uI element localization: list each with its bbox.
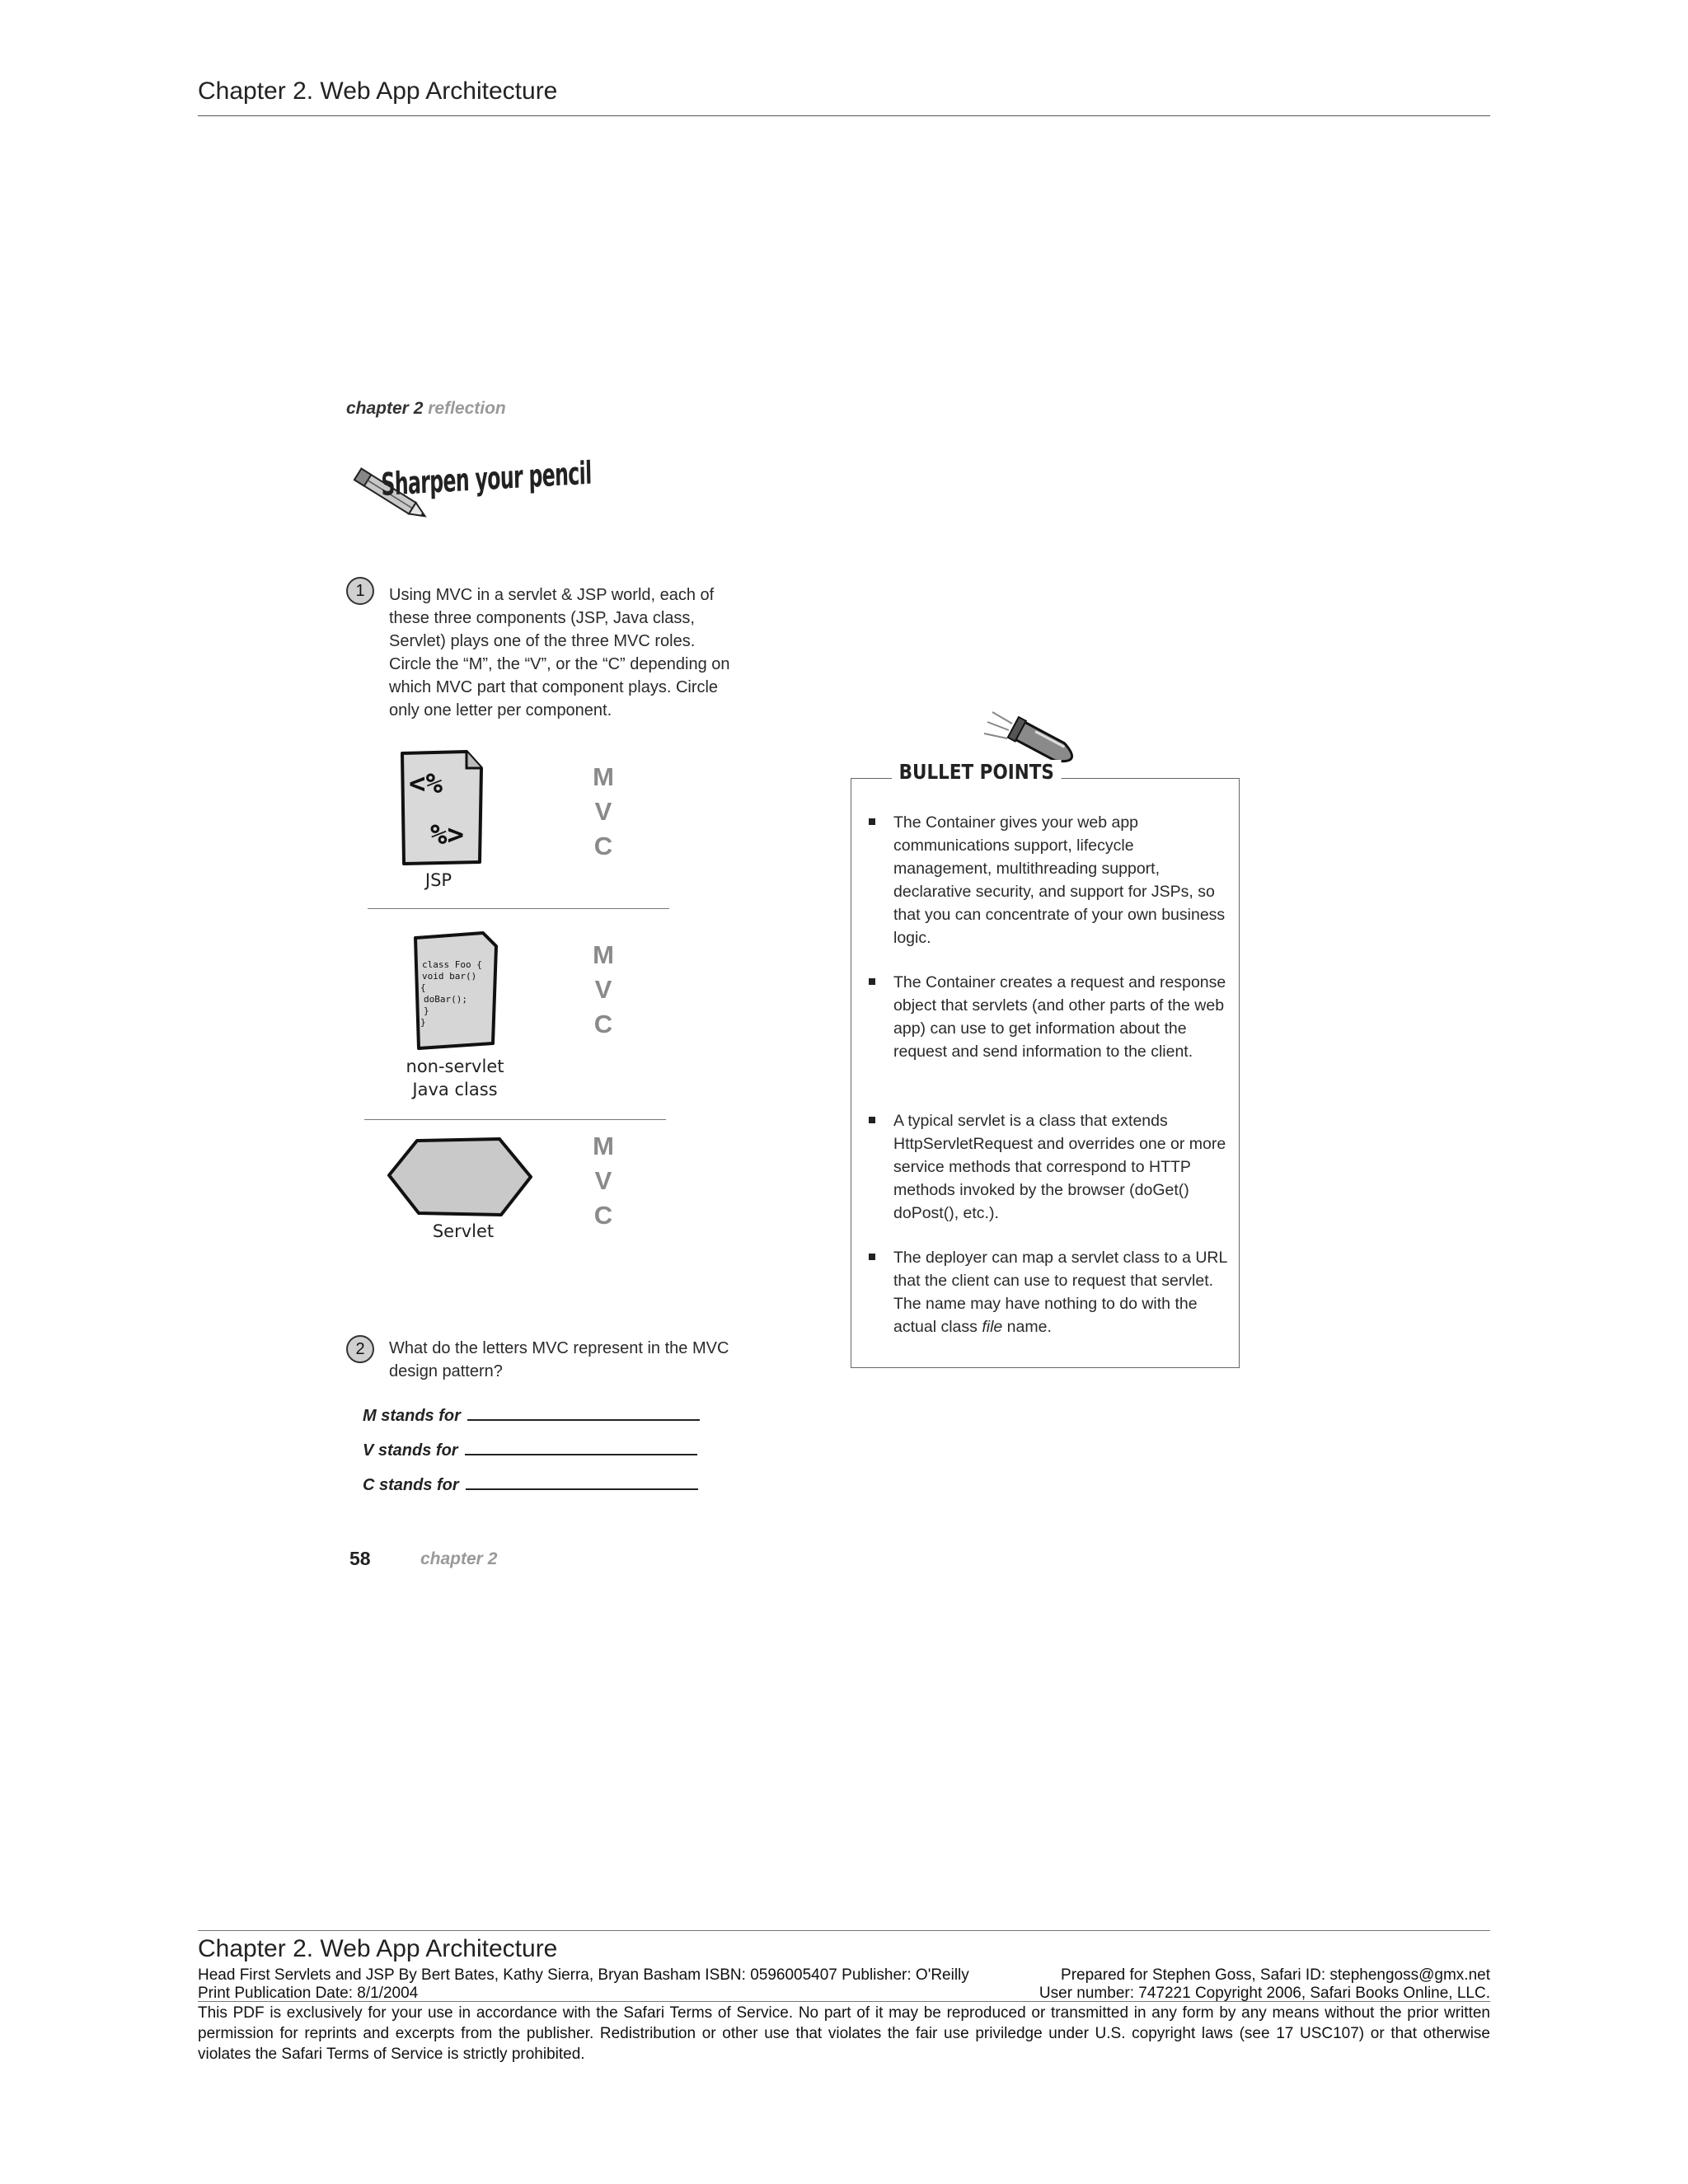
footer-legal-notice: This PDF is exclusively for your use in accordance with the Safari Terms of Service. No part of it may be reproduced or transmitted in any form by any means without the prior written permission for reprints and excerpts from the publisher. Redistribution or other use that violates the fair use priviledge under U.S. copyright laws (see 17 USC107) or that otherwise violates the Safari Terms of Service is strictly prohibited.	[198, 2004, 1490, 2063]
footer-divider-top	[198, 1930, 1490, 1931]
question-1-text: Using MVC in a servlet & JSP world, each of these three components (JSP, Java class, Servlet) plays one of the three MVC roles. Circle the “M”, the “V”, or the “C” depending on which MVC part that component plays. Circle only one letter per component.	[389, 586, 730, 719]
section-label	[346, 399, 506, 419]
servlet-v-option[interactable]: V	[594, 1166, 612, 1195]
java-v-option[interactable]: V	[594, 975, 612, 1004]
jsp-icon-close-tag: %>	[430, 818, 464, 851]
bullet-item-2	[869, 971, 1231, 1094]
question-2-number: 2	[346, 1335, 374, 1363]
question-1-number: 1	[346, 577, 374, 605]
bullet-item-3-text: A typical servlet is a class that extends HttpServletRequest and overrides one or more service methods that correspond to HTTP methods invoked by the browser (doGet() doPost(), etc.).	[893, 1112, 1226, 1222]
question-2-text: What do the letters MVC represent in the MVC design pattern?	[389, 1339, 729, 1380]
component-servlet-label: Servlet	[432, 1221, 495, 1241]
bullet-square-icon	[869, 978, 875, 985]
java-code-line-4: doBar();	[424, 994, 467, 1005]
component-java-label-line1: non-servlet	[406, 1057, 504, 1076]
component-divider-1	[368, 908, 669, 909]
bullet-item-1-text: The Container gives your web app communications support, lifecycle management, multithreading support, declarative security, and support for JSPs, so that you can concentrate of your own business logic.	[893, 813, 1226, 947]
bullet-item-3	[869, 1109, 1231, 1233]
java-m-option[interactable]: M	[593, 940, 614, 969]
m-answer-blank[interactable]	[467, 1404, 700, 1421]
bullet-item-4-italic: file	[982, 1318, 1003, 1336]
bullet-item-4-text	[893, 1246, 1231, 1338]
bullet-points-title: BULLET POINTS	[892, 760, 1061, 784]
page-header-title: Chapter 2. Web App Architecture	[198, 77, 558, 105]
m-stands-for-row	[363, 1404, 700, 1426]
jsp-m-option[interactable]: M	[593, 762, 614, 791]
footer-pub-date: Print Publication Date: 8/1/2004	[198, 1985, 419, 2002]
section-label-chapter: chapter 2	[346, 399, 424, 418]
java-code-line-1: class Foo {	[422, 959, 482, 970]
jsp-v-option[interactable]: V	[594, 797, 612, 826]
bullet-item-2-text: The Container creates a request and response object that servlets (and other parts of the web app) can use to get information about the request and send information to the client.	[893, 973, 1226, 1061]
m-stands-for-label: M stands for	[363, 1407, 461, 1425]
component-java-label-line2: Java class	[412, 1080, 498, 1099]
v-stands-for-label: V stands for	[363, 1441, 458, 1460]
footer-title: Chapter 2. Web App Architecture	[198, 1935, 558, 1962]
footer-book-info: Head First Servlets and JSP By Bert Bates, Kathy Sierra, Bryan Basham ISBN: 0596005407 Publisher: O'Reilly	[198, 1966, 969, 1984]
component-java-label	[389, 1055, 521, 1101]
jsp-c-option[interactable]: C	[593, 832, 613, 860]
java-c-option[interactable]: C	[593, 1010, 613, 1038]
footer-prepared-for: Prepared for Stephen Goss, Safari ID: stephengoss@gmx.net	[1061, 1966, 1490, 1984]
bullet-item-4-end: name.	[1006, 1318, 1052, 1336]
bullet-square-icon	[869, 818, 875, 825]
v-stands-for-row	[363, 1439, 697, 1460]
c-stands-for-row	[363, 1474, 698, 1495]
java-code-line-5: }	[424, 1005, 429, 1016]
java-code-line-6: }	[420, 1017, 426, 1028]
bullet-item-4	[869, 1246, 1231, 1345]
jsp-page-icon	[396, 747, 488, 870]
component-jsp-label: JSP	[424, 870, 452, 890]
header-divider	[198, 115, 1490, 116]
bullet-square-icon	[869, 1254, 875, 1260]
java-class-page-icon	[407, 928, 503, 1052]
component-divider-2	[364, 1119, 666, 1120]
servlet-m-option[interactable]: M	[593, 1132, 614, 1160]
sharpen-pencil-title: Sharpen your pencil	[381, 454, 592, 503]
page-number: 58	[349, 1548, 371, 1569]
page-chapter-label: chapter 2	[420, 1549, 498, 1568]
servlet-hexagon-icon	[384, 1134, 536, 1220]
java-code-line-2: void bar()	[422, 971, 477, 982]
c-stands-for-label: C stands for	[363, 1476, 459, 1494]
section-label-sub: reflection	[428, 399, 506, 418]
v-answer-blank[interactable]	[465, 1439, 697, 1455]
java-code-line-3: {	[420, 982, 426, 993]
jsp-icon-open-tag: <%	[409, 767, 443, 800]
footer-user-number: User number: 747221 Copyright 2006, Safari Books Online, LLC.	[1039, 1985, 1490, 2002]
bullet-square-icon	[869, 1117, 875, 1123]
c-answer-blank[interactable]	[466, 1474, 698, 1490]
servlet-c-option[interactable]: C	[593, 1201, 613, 1230]
bullet-item-4-main: The deployer can map a servlet class to a URL that the client can use to request that servlet. The name may have nothing to do with the actual class	[893, 1249, 1227, 1336]
footer-divider-bottom	[198, 2001, 1490, 2002]
bullet-item-1	[869, 811, 1231, 951]
